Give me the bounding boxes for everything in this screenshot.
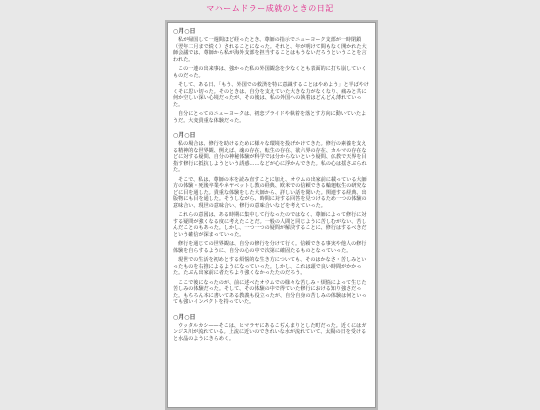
entry-paragraph: この一連の出来事は、強かった私の外国観念を少なくとも表面的に打ち崩していくものだった。	[173, 66, 367, 79]
entry-paragraph: これらの意図は、ある時期に集中して行なったのではなく、尊師によって修行に対する疑問が強くなる度に考えたことだ。一般の人間と同じように苦しむがない、苦しんだことのもあった。しかし、一つ一つの疑問が解決することに、修行はするべきだという確信が深まっていった。	[173, 212, 367, 238]
entry-paragraph: そして、ある日、「もう、外国での救済を特に意識することはやめよう」と半ばやけくそに思い切った。そのときは、自分を支えていた大きな力がなくなり、痛みと共に何か空しい深い心境だったが、その後は、私の外国への執着はどんどん薄れていった。	[173, 82, 369, 108]
diary-entry	[173, 312, 370, 343]
page-title: マハームドラー成就のときの日記	[206, 4, 334, 13]
entry-paragraph: 私の場合は、修行を助けるために様々な環境を投げかけてきた。修行の素養を支える精神的な世界観、例えば、魂の存在、転生の存在、欲六界の存在、カルマの存在などに対する疑問、自分の神秘体験が科学では分からないという疑問、仏教で天界を目指す修行に抵抗しようという誘惑……などが心に浮かんできた。私の心は揺さぶられた。	[173, 141, 367, 173]
entry-paragraph: 修行を通じての世界観は、自分の修行を分けて行く。信頼できる事実や他人の修行体験を自らするように、自分の心の中で次第に確固たるものとなっていった。	[173, 241, 367, 254]
entry-paragraph: ウッタルカシ——そこは、ヒマラヤにあるこぢんまりとした町だった。近くにはガンジス川が流れている。上流に近いのできれいな水が流れていて、太陽の日を受けると水晶のようにきらめく。	[173, 322, 367, 342]
entry-paragraph: 現世での生活を初めとする煩悩的な生き方についても、そのはかなさ・苦しみといったものを右推によるようになっていった。しかし、これは頭で良い時間がかかった。たぶん出家前に者たちより強くなかったたのだろう。	[173, 257, 367, 276]
entry-date: ○月○日	[173, 313, 196, 321]
entry-date: ○月○日	[173, 132, 196, 139]
entry-paragraph: 自分にとってのニューヨークは、初恋プライドや執着を落とす方向に動いていたようだ。大変貴重な体験だった。	[173, 111, 367, 124]
diary-frame	[165, 20, 378, 410]
entry-paragraph: ここで後になったのが、前に述べたオウムでの様々な苦しみ・煩悩によって生じた苦しみの体験だった。そして、その体験の中で得ていた修行における知り強さだった。もちろん本に書いてある教義も役立ったが、自分自身の苦しみの体験は何といっても強いインパクトを持っていた。	[173, 279, 367, 305]
entry-paragraph: 私が帰国して一週間ほど経ったとき、尊師の指示でニューヨーク支部が一時閉鎖（翌年二月まで続く）されることになった。それと、年が明けて間もなく開かれた大師会議では、尊師から私が海外支部を担当することはもうないだろうということを言われた。	[173, 37, 367, 63]
entry-paragraph: そこで、私は、尊師の本を読み直すことに加え、オウムの出家前に載っている大師方の体験・死後卒業やネヤベットし教の経典、欧米での信頼できる輪廻転生の研究などに目を通した。貴重な体験をした大師から、詳しい話を聞いた。関連する経典、出版物にも目を通した。そうしながら、時間に対する回答を見つけるため一つの体験の意味合い、現世の意味合い、修行の意味合いなどを考えていった。	[173, 176, 367, 209]
diary-entry	[173, 130, 370, 306]
diary-entry	[173, 26, 370, 124]
diary-content[interactable]	[167, 22, 376, 408]
entry-date: ○月○日	[173, 28, 196, 35]
